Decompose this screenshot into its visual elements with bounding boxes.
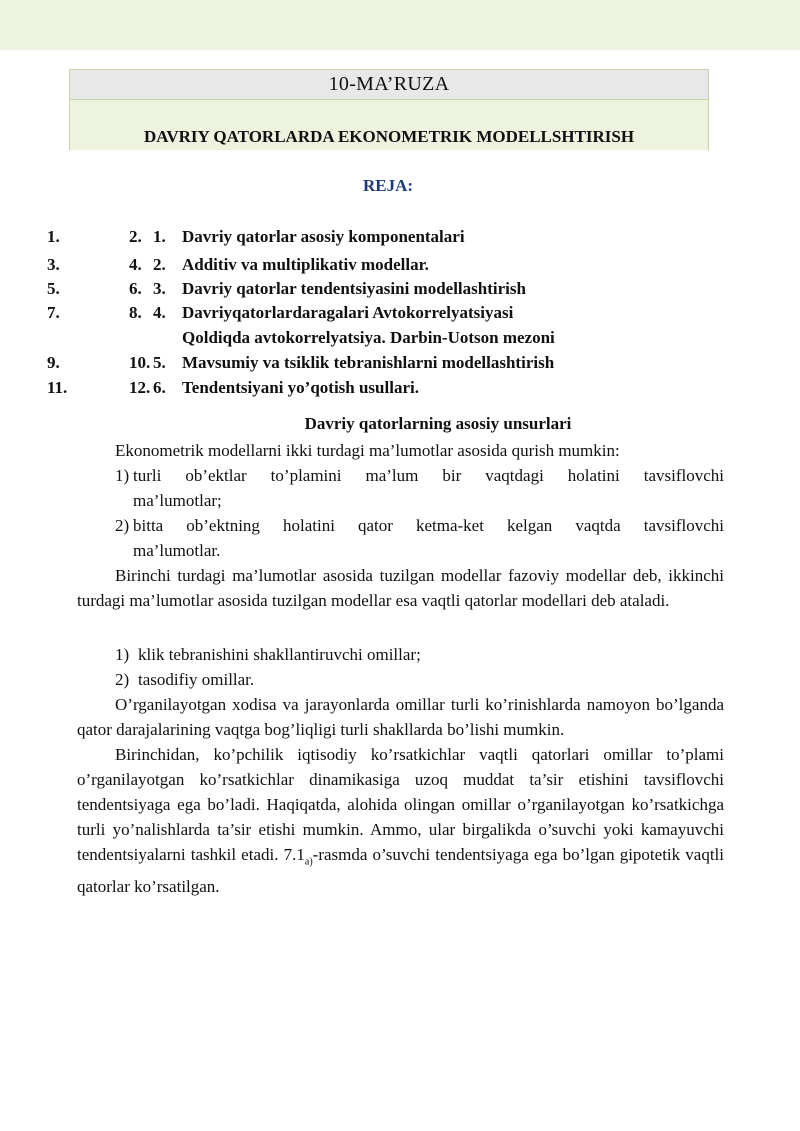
intro-paragraph: Ekonometrik modellarni ikki turdagi ma’lumotlar asosida qurish mumkin: xyxy=(115,441,620,460)
list-item xyxy=(115,667,724,692)
paragraph-text: Birinchidan, ko’pchilik iqtisodiy ko’rsatkichlar vaqtli qatorlari omillar to’plami o’rganilayotgan ko’rsatkichlar dinamikasiga uzoq muddat ta’sir etishini tavsiflovchi tendentsiyaga ega bo’ladi. Haqiqatda, alohida olingan omillar o’rganilayotgan ko’rsatkichga turli yo’nalishlarda ta’sir etishi mumkin. Ammo, ular birgalikda o’suvchi yoki kamayuvchi tendentsiyalarni tashkil etadi. 7.1 xyxy=(77,745,724,864)
figure-subscript: a) xyxy=(304,856,313,868)
plan-number-a: 9. xyxy=(47,353,60,372)
plan-number-c: 6. xyxy=(153,378,166,397)
plan-number-a: 1. xyxy=(47,227,60,246)
list-number: 2) xyxy=(115,670,130,689)
paragraph-text: -rasmda o’suvchi tendentsiyaga ega bo’lgan gipotetik vaqtli qatorlar ko’rsatilgan. xyxy=(77,845,724,897)
plan-heading: REJA: xyxy=(362,176,414,195)
plan-number-c: 1. xyxy=(153,227,166,246)
plan-item xyxy=(0,303,800,325)
list-item xyxy=(115,513,724,563)
plan-item-text: Additiv va multiplikativ modellar. xyxy=(182,255,429,274)
plan-number-a: 11. xyxy=(47,378,68,397)
paragraph: Birinchi turdagi ma’lumotlar asosida tuzilgan modellar fazoviy modellar deb, ikkinchi turdagi ma’lumotlar asosida tuzilgan modellar esa vaqtli qatorlar modellari deb ataladi. xyxy=(77,566,724,610)
plan-item xyxy=(0,353,800,375)
plan-number-b: 10. xyxy=(129,353,151,372)
plan-number-a: 3. xyxy=(47,255,60,274)
plan-item-text: Tendentsiyani yo’qotish usullari. xyxy=(182,378,419,397)
plan-item xyxy=(0,279,800,301)
list-number: 2) xyxy=(115,516,130,535)
plan-number-c: 3. xyxy=(153,279,166,298)
plan-number-a: 7. xyxy=(47,303,60,322)
list-text-line: turli ob’ektlar to’plamini ma’lum bir vaqtdagi holatini tavsiflovchi xyxy=(133,466,724,485)
list-item xyxy=(115,463,724,513)
list-text-line: ma’lumotlar; xyxy=(133,491,222,510)
paragraph: O’rganilayotgan xodisa va jarayonlarda omillar turli ko’rinishlarda namoyon bo’lganda qator darajalarining vaqtga bog’liqligi turli shakllarda bo’lishi mumkin. xyxy=(77,695,724,739)
plan-number-b: 2. xyxy=(129,227,142,246)
paragraph xyxy=(77,742,724,899)
plan-item xyxy=(0,227,800,249)
plan-number-b: 12. xyxy=(129,378,151,397)
section-title: Davriy qatorlarning asosiy unsurlari xyxy=(304,414,572,433)
plan-item-continuation xyxy=(0,328,800,350)
plan-number-c: 5. xyxy=(153,353,166,372)
plan-number-c: 4. xyxy=(153,303,166,322)
list-number: 1) xyxy=(115,645,130,664)
lecture-topic: DAVRIY QATORLARDA EKONOMETRIK MODELLSHTIRISH xyxy=(144,127,635,146)
plan-item xyxy=(0,255,800,277)
plan-item-text: Mavsumiy va tsiklik tebranishlarni modellashtirish xyxy=(182,353,555,372)
list-text-line: bitta ob’ektning holatini qator ketma-ket kelgan vaqtda tavsiflovchi xyxy=(133,516,724,535)
list-number: 1) xyxy=(115,466,130,485)
plan-item-text: Davriy qatorlar asosiy komponentalari xyxy=(182,227,465,246)
plan-item-text: Davriyqatorlardaragalari Avtokorrelyatsiyasi xyxy=(182,303,514,322)
list-text: klik tebranishini shakllantiruvchi omillar; xyxy=(138,645,421,664)
list-item xyxy=(115,642,724,667)
plan-item-text: Qoldiqda avtokorrelyatsiya. Darbin-Uotson mezoni xyxy=(182,328,555,347)
plan-number-b: 4. xyxy=(129,255,142,274)
lecture-title: 10-MA’RUZA xyxy=(70,70,708,100)
plan-item-text: Davriy qatorlar tendentsiyasini modellashtirish xyxy=(182,279,526,298)
plan-number-a: 5. xyxy=(47,279,60,298)
list-text-line: ma’lumotlar. xyxy=(133,541,221,560)
plan-number-b: 6. xyxy=(129,279,142,298)
plan-number-b: 8. xyxy=(129,303,142,322)
plan-number-c: 2. xyxy=(153,255,166,274)
list-text: tasodifiy omillar. xyxy=(138,670,255,689)
plan-item xyxy=(0,378,800,400)
